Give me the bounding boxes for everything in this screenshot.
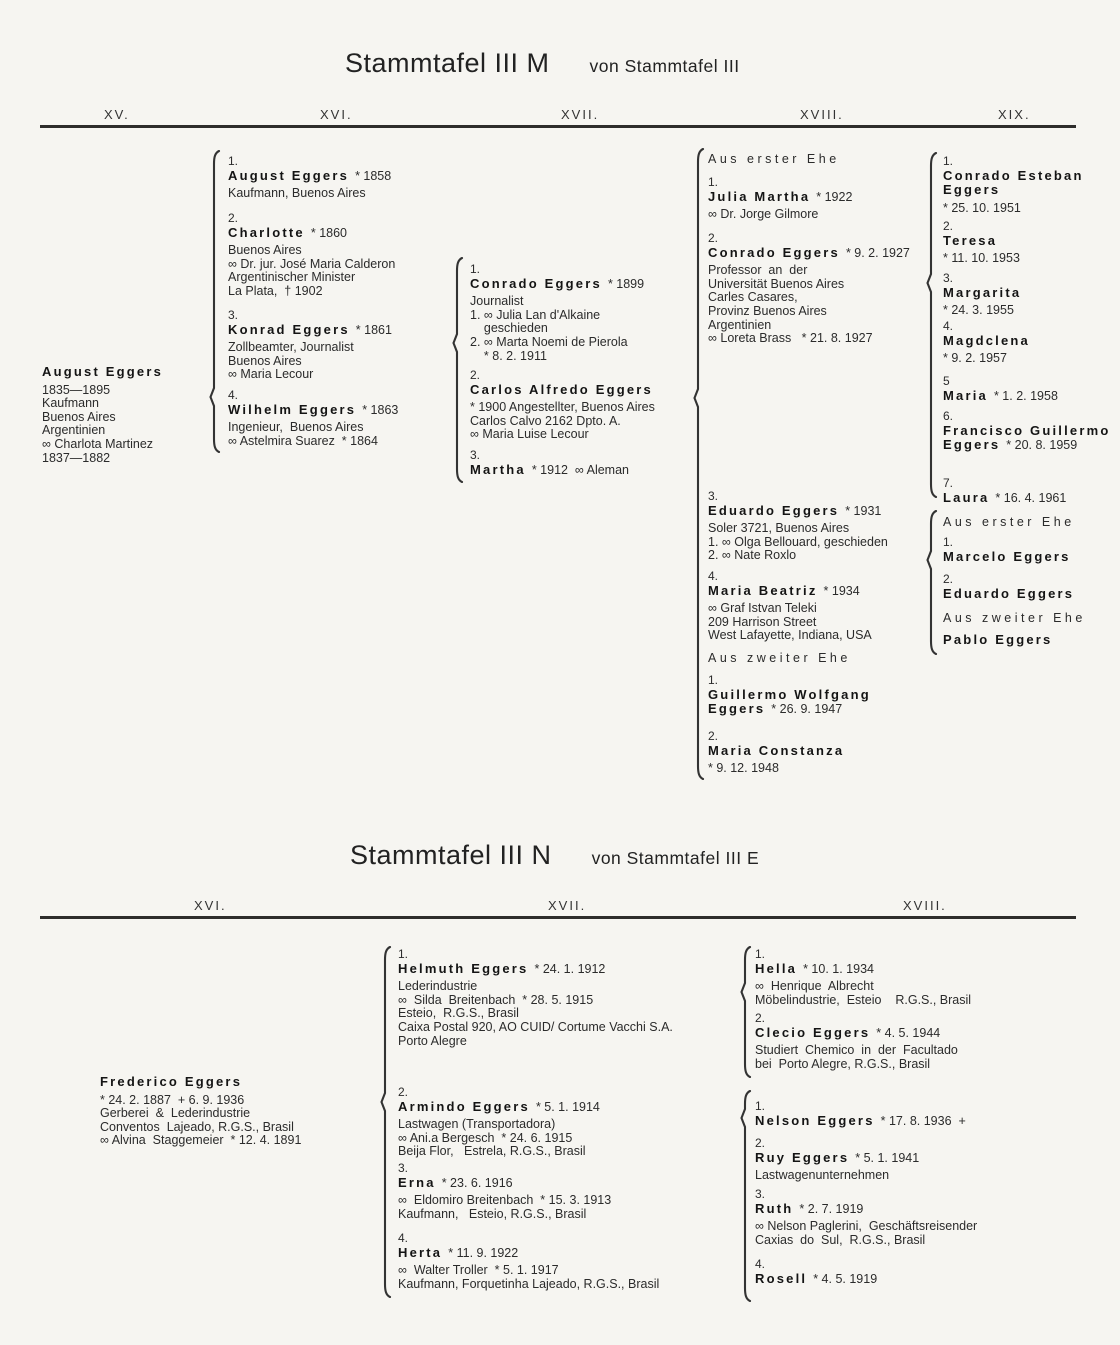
person-julia-martha-1922: 1. Julia Martha * 1922 ∞ Dr. Jorge Gilmore	[708, 175, 853, 222]
chart1-header-rule	[40, 125, 1076, 128]
person-maria-beatriz-1934: 4. Maria Beatriz * 1934 ∞ Graf Istvan Teleki 209 Harrison Street West Lafayette, Indiana, USA	[708, 569, 872, 643]
chart1-header-xix: XIX.	[998, 107, 1031, 122]
person-nelson-eggers: 1. Nelson Eggers * 17. 8. 1936 +	[755, 1099, 966, 1128]
label-aus-zweiter-ehe-xviii: Aus zweiter Ehe	[708, 651, 851, 665]
person-conrado-eggers-1899: 1. Conrado Eggers * 1899 Journalist 1. ∞ Julia Lan d'Alkaine geschieden 2. ∞ Marta Noemi de Pierola * 8. 2. 1911	[470, 262, 645, 363]
person-armindo-eggers: 2. Armindo Eggers * 5. 1. 1914 Lastwagen (Transportadora) ∞ Ani.a Bergesch * 24. 6. 1915 Beija Flor, Estrela, R.G.S., Brasil	[398, 1085, 600, 1159]
chart1-header-xvii: XVII.	[561, 107, 600, 122]
person-ruth: 3. Ruth * 2. 7. 1919 ∞ Nelson Paglerini, Geschäftsreisender Caxias do Sul, R.G.S., Brasil	[755, 1187, 978, 1247]
person-carlos-alfredo-eggers: 2. Carlos Alfredo Eggers * 1900 Angestellter, Buenos Aires Carlos Calvo 2162 Dpto. A. ∞ Maria Luise Lecour	[470, 368, 655, 442]
person-magdclena: 4. Magdclena * 9. 2. 1957	[943, 319, 1030, 366]
person-konrad-eggers-1861: 3. Konrad Eggers * 1861 Zollbeamter, Journalist Buenos Aires ∞ Maria Lecour	[228, 308, 392, 382]
chart1-title-row	[345, 48, 740, 79]
person-wilhelm-eggers-1863: 4. Wilhelm Eggers * 1863 Ingenieur, Buenos Aires ∞ Astelmira Suarez * 1864	[228, 388, 399, 448]
person-eduardo-eggers-1931: 3. Eduardo Eggers * 1931 Soler 3721, Buenos Aires 1. ∞ Olga Bellouard, geschieden 2. ∞ Nate Roxlo	[708, 489, 888, 563]
person-helmuth-eggers: 1. Helmuth Eggers * 24. 1. 1912 Lederindustrie ∞ Silda Breitenbach * 28. 5. 1915 Esteio, R.G.S., Brasil Caixa Postal 920, AO CUID/ Cortume Vacchi S.A. Porto Alegre	[398, 947, 673, 1048]
person-clecio-eggers: 2. Clecio Eggers * 4. 5. 1944 Studiert Chemico in der Facultado bei Porto Alegre, R.G.S., Brasil	[755, 1011, 958, 1071]
chart2-title: Stammtafel III N	[350, 840, 552, 870]
person-rosell: 4. Rosell * 4. 5. 1919	[755, 1257, 878, 1286]
person-ruy-eggers: 2. Ruy Eggers * 5. 1. 1941 Lastwagenunternehmen	[755, 1136, 920, 1183]
person-margarita: 3. Margarita * 24. 3. 1955	[943, 271, 1022, 318]
chart1-header-xvi: XVI.	[320, 107, 353, 122]
person-charlotte-1860: 2. Charlotte * 1860 Buenos Aires ∞ Dr. jur. José Maria Calderon Argentinischer Minister La Plata, † 1902	[228, 211, 396, 298]
label-aus-erster-ehe-xix: Aus erster Ehe	[943, 515, 1075, 529]
chart1-title: Stammtafel III M	[345, 48, 550, 78]
person-eduardo-eggers-xix: 2. Eduardo Eggers	[943, 572, 1075, 601]
person-laura: 7. Laura * 16. 4. 1961	[943, 476, 1067, 505]
chart2-header-rule	[40, 916, 1076, 919]
label-aus-zweiter-ehe-xix: Aus zweiter Ehe	[943, 611, 1086, 625]
person-maria-1958: 5 Maria * 1. 2. 1958	[943, 374, 1058, 403]
person-august-eggers-1858: 1. August Eggers * 1858 Kaufmann, Buenos Aires	[228, 154, 392, 201]
person-marcelo-eggers: 1. Marcelo Eggers	[943, 535, 1071, 564]
person-hella: 1. Hella * 10. 1. 1934 ∞ Henrique Albrecht Möbelindustrie, Esteio R.G.S., Brasil	[755, 947, 972, 1007]
person-conrado-esteban-eggers: 1. Conrado Esteban Eggers * 25. 10. 1951	[943, 154, 1084, 215]
person-pablo-eggers: Pablo Eggers	[943, 632, 1053, 647]
chart2-header-xviii: XVIII.	[903, 898, 947, 913]
person-maria-constanza: 2. Maria Constanza * 9. 12. 1948	[708, 729, 845, 776]
chart1-header-xviii: XVIII.	[800, 107, 844, 122]
person-august-eggers-root: August Eggers 1835—1895 Kaufmann Buenos Aires Argentinien ∞ Charlota Martinez 1837—1882	[42, 364, 164, 465]
chart2-header-xvi: XVI.	[194, 898, 227, 913]
person-teresa: 2. Teresa * 11. 10. 1953	[943, 219, 1020, 266]
label-aus-erster-ehe-xviii: Aus erster Ehe	[708, 152, 840, 166]
chart1-header-xv: XV.	[104, 107, 130, 122]
person-francisco-guillermo-eggers: 6. Francisco Guillermo Eggers * 20. 8. 1959	[943, 409, 1111, 453]
person-erna: 3. Erna * 23. 6. 1916 ∞ Eldomiro Breitenbach * 15. 3. 1913 Kaufmann, Esteio, R.G.S., Brasil	[398, 1161, 612, 1221]
chart2-subtitle: von Stammtafel III E	[591, 848, 760, 868]
person-conrado-eggers-1927: 2. Conrado Eggers * 9. 2. 1927 Professor an der Universität Buenos Aires Carles Casares, Provinz Buenos Aires Argentinien ∞ Loreta Brass * 21. 8. 1927	[708, 231, 910, 346]
person-guillermo-wolfgang-eggers: 1. Guillermo Wolfgang Eggers * 26. 9. 1947	[708, 673, 871, 717]
person-frederico-eggers-root: Frederico Eggers * 24. 2. 1887 + 6. 9. 1936 Gerberei & Lederindustrie Conventos Lajeado, R.G.S., Brasil ∞ Alvina Staggemeier * 12. 4. 1891	[100, 1074, 302, 1148]
person-martha-1912: 3. Martha * 1912 ∞ Aleman	[470, 448, 629, 477]
generation-bracket-xviii-n-second	[740, 1090, 752, 1302]
chart2-title-row	[350, 840, 759, 871]
chart1-subtitle: von Stammtafel III	[589, 56, 740, 76]
person-herta: 4. Herta * 11. 9. 1922 ∞ Walter Troller * 5. 1. 1917 Kaufmann, Forquetinha Lajeado, R.G.S., Brasil	[398, 1231, 660, 1291]
chart2-header-xvii: XVII.	[548, 898, 587, 913]
generation-bracket-xviii-n-first	[740, 946, 752, 1078]
